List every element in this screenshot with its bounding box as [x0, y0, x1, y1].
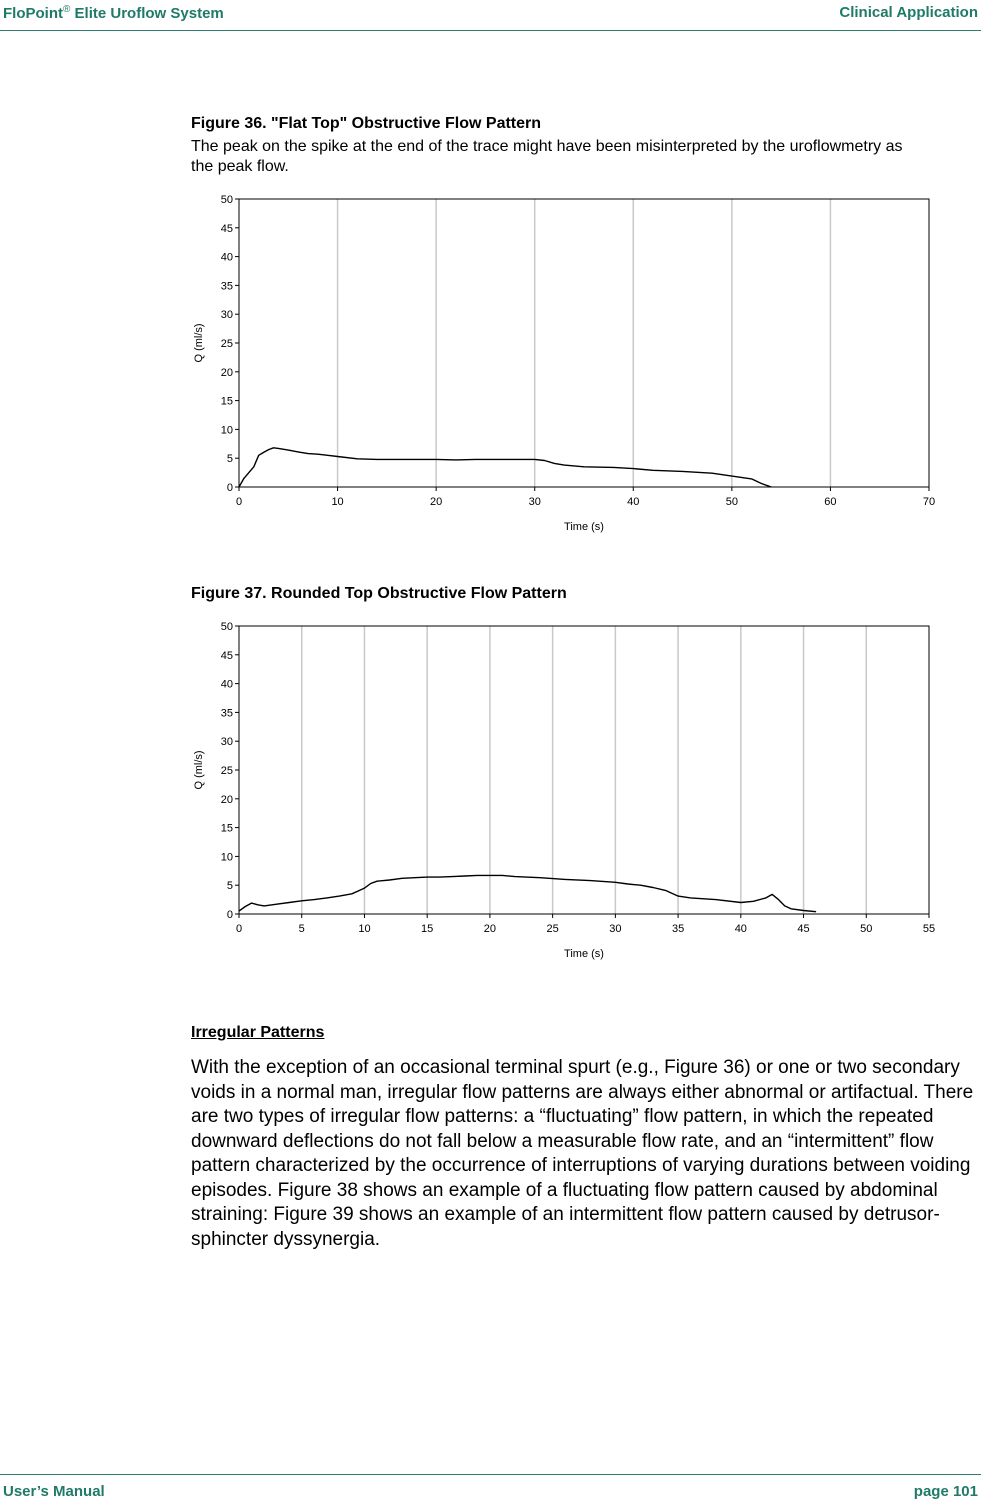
y-tick-label: 10: [220, 851, 233, 864]
figure37-chart: [185, 615, 945, 967]
y-tick-label: 20: [220, 793, 233, 806]
y-tick-label: 15: [220, 395, 233, 408]
y-tick-label: 0: [226, 909, 233, 921]
figure36-chart: [185, 188, 945, 540]
y-tick-label: 40: [220, 251, 233, 264]
x-tick-label: 35: [671, 923, 685, 935]
header-section: Clinical Application: [839, 4, 978, 21]
figure36-title: Figure 36. "Flat Top" Obstructive Flow Pattern: [191, 115, 542, 132]
y-axis-label: Q (ml/s): [193, 750, 205, 790]
figure37-title: Figure 37. Rounded Top Obstructive Flow Pattern: [191, 585, 567, 602]
x-tick-label: 20: [430, 496, 443, 508]
footer-manual-label: User’s Manual: [3, 1483, 105, 1500]
x-tick-label: 5: [298, 923, 305, 935]
y-tick-label: 45: [220, 649, 233, 662]
y-axis-label: Q (ml/s): [193, 323, 205, 363]
y-tick-label: 20: [220, 366, 233, 379]
y-tick-label: 40: [220, 678, 233, 691]
figure36-description: The peak on the spike at the end of the trace might have been misinterpreted by the uroflowmetry as the peak flow.: [191, 138, 903, 175]
y-tick-label: 50: [220, 621, 233, 633]
irregular-patterns-paragraph: With the exception of an occasional terminal spurt (e.g., Figure 36) or one or two secondary voids in a normal man, irregular flow patterns are always either abnormal or artifactual. There are two types of irregular flow patterns: a “fluctuating” flow pattern, in which the repeated downward deflections do not fall below a measurable flow rate, and an “intermittent” flow pattern characterized by the occurrence of interruptions of varying durations between voiding episodes. Figure 38 shows an example of a fluctuating flow pattern caused by abdominal straining: Figure 39 shows an example of an intermittent flow pattern caused by detrusor-sphincter dyssynergia.: [191, 1057, 974, 1250]
x-tick-label: 50: [860, 923, 873, 935]
x-tick-label: 45: [797, 923, 810, 935]
y-tick-label: 35: [220, 707, 233, 720]
plot-area: [239, 626, 929, 914]
x-tick-label: 0: [235, 496, 243, 508]
header-brand: FloPoint: [3, 5, 63, 22]
x-tick-label: 30: [609, 923, 622, 935]
x-tick-label: 50: [725, 496, 738, 508]
x-tick-label: 10: [358, 923, 371, 935]
x-tick-label: 60: [824, 496, 837, 508]
y-tick-label: 5: [226, 880, 233, 893]
header-product-name: [3, 4, 224, 22]
x-tick-label: 40: [627, 496, 640, 508]
x-tick-label: 15: [421, 923, 434, 935]
x-tick-label: 40: [734, 923, 747, 935]
y-tick-label: 25: [220, 765, 233, 777]
x-tick-label: 0: [235, 923, 243, 935]
y-tick-label: 5: [226, 453, 233, 466]
x-tick-label: 30: [528, 496, 541, 508]
page-footer: [0, 1474, 981, 1502]
y-tick-label: 10: [220, 424, 233, 437]
x-axis-label: Time (s): [564, 948, 604, 960]
y-tick-label: 15: [220, 822, 233, 835]
plot-area: [239, 199, 929, 487]
y-tick-label: 0: [226, 482, 233, 494]
page-header: [0, 0, 981, 31]
y-tick-label: 30: [220, 309, 233, 322]
x-tick-label: 20: [483, 923, 497, 935]
y-tick-label: 45: [220, 222, 233, 235]
header-product: Elite Uroflow System: [70, 5, 224, 22]
y-tick-label: 50: [220, 194, 233, 206]
y-tick-label: 35: [220, 280, 233, 293]
x-tick-label: 25: [546, 923, 559, 935]
footer-page-number: page 101: [913, 1483, 978, 1500]
x-axis-label: Time (s): [564, 521, 604, 533]
x-tick-label: 10: [331, 496, 344, 508]
y-tick-label: 25: [220, 338, 233, 350]
x-tick-label: 55: [922, 923, 936, 935]
y-tick-label: 30: [220, 736, 233, 749]
registered-mark: ®: [63, 4, 71, 15]
x-tick-label: 70: [922, 496, 936, 508]
irregular-patterns-heading: Irregular Patterns: [191, 1024, 325, 1041]
